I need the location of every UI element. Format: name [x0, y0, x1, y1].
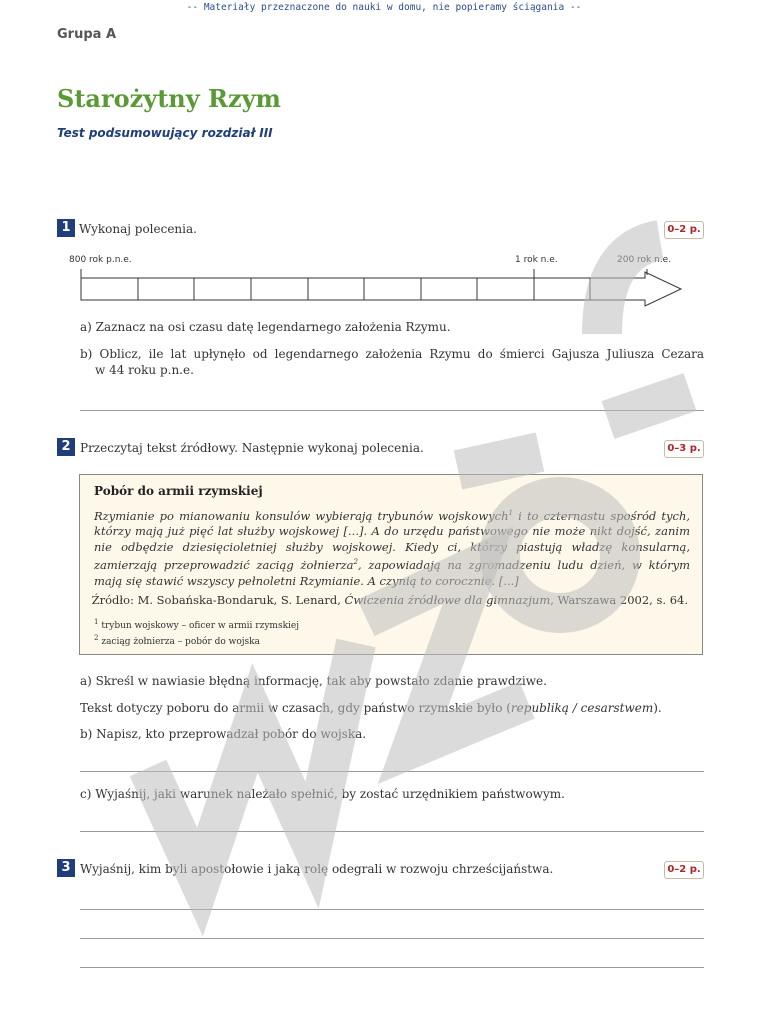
question-1a: a) Zaznacz na osi czasu datę legendarnego założenia Rzymu.: [80, 320, 451, 334]
answer-line[interactable]: [80, 771, 704, 772]
answer-line[interactable]: [80, 909, 704, 910]
answer-line[interactable]: [80, 410, 704, 411]
source-citation-suffix: , Warszawa 2002, s. 64.: [550, 593, 688, 607]
watermark-accent: [458, 452, 540, 470]
page-title: Starożytny Rzym: [57, 84, 281, 113]
footnote-1-text: trybun wojskowy – oficer w armii rzymskiej: [98, 621, 300, 631]
question-3-instruction: Wyjaśnij, kim byli apostołowie i jaką rolę odegrali w rozwoju chrześcijaństwa.: [80, 862, 554, 876]
footnote-2-text: zaciąg żołnierza – pobór do wojska: [98, 637, 260, 647]
source-quote-part3: , zapowiadają na zgromadzeniu ludu dzień, w którym mają się stawić wszyscy pełnoletni Rzymianie. A czynią to corocznie. [...]: [94, 558, 690, 588]
source-quote-part2: i to czternastu spośród tych, którzy mają już pięć lat służby wojskowej [...]. A do urzędu państwowego nie może nikt dojść, zanim nie odbędzie dziesięcioletniej służby wojskowej. Kiedy ci, którzy piastują władzę konsularną, zamierzają przeprowadzić zaciąg żołnierza: [94, 508, 691, 573]
question-1-number: 1: [57, 219, 75, 237]
question-2-number: 2: [57, 438, 75, 456]
question-2-points: 0–3 p.: [664, 440, 704, 458]
question-2b: b) Napisz, kto przeprowadzał pobór do wojska.: [80, 727, 367, 741]
top-banner: -- Materiały przeznaczone do nauki w domu, nie popieramy ściągania --: [186, 2, 582, 13]
footnote-mark-1: 1: [508, 509, 513, 517]
footnote-1: [94, 618, 299, 631]
question-2a-sentence: [80, 700, 662, 716]
question-1-points: 0–2 p.: [664, 221, 704, 239]
group-label: Grupa A: [57, 27, 117, 42]
source-quote-part1: Rzymianie po mianowaniu konsulów wybierają trybunów wojskowych: [94, 508, 509, 523]
timeline-arrow: [81, 272, 681, 306]
timeline-axis[interactable]: [74, 265, 689, 310]
footnote-1-mark: 1: [94, 618, 99, 626]
watermark-letter-r-stem: [608, 392, 690, 420]
question-1-instruction: Wykonaj polecenia.: [79, 222, 197, 236]
source-text-box: [79, 474, 703, 655]
question-3-points: 0–2 p.: [664, 861, 704, 879]
question-1b-continued: w 44 roku p.n.e.: [95, 363, 194, 377]
question-2a-sentence-prefix: Tekst dotyczy poboru do armii w czasach, gdy państwo rzymskie było (: [80, 701, 511, 715]
question-2a-sentence-suffix: ).: [653, 701, 662, 715]
source-quote: [94, 506, 690, 589]
answer-line[interactable]: [80, 831, 704, 832]
page-subtitle: Test podsumowujący rozdział III: [57, 126, 273, 140]
timeline-label-mid: 1 rok n.e.: [515, 255, 558, 265]
question-1b: b) Oblicz, ile lat upłynęło od legendarnego założenia Rzymu do śmierci Gajusza Juliusza Cezara: [80, 347, 704, 361]
timeline-label-end: 200 rok n.e.: [617, 255, 672, 265]
timeline-label-start: 800 rok p.n.e.: [69, 255, 132, 265]
footnote-2-mark: 2: [94, 634, 99, 642]
source-citation: [92, 593, 688, 607]
question-2c: c) Wyjaśnij, jaki warunek należało spełnić, by zostać urzędnikiem państwowym.: [80, 787, 565, 801]
question-2-instruction: Przeczytaj tekst źródłowy. Następnie wykonaj polecenia.: [80, 441, 424, 455]
footnote-mark-2: 2: [353, 558, 358, 567]
answer-line[interactable]: [80, 967, 704, 968]
question-2a: a) Skreśl w nawiasie błędną informację, tak aby powstało zdanie prawdziwe.: [80, 674, 547, 688]
answer-line[interactable]: [80, 938, 704, 939]
source-citation-title: Ćwiczenia źródłowe dla gimnazjum: [344, 593, 551, 607]
question-3-number: 3: [57, 859, 75, 877]
question-2a-options[interactable]: republiką / cesarstwem: [510, 701, 654, 715]
source-citation-prefix: Źródło: M. Sobańska-Bondaruk, S. Lenard,: [91, 593, 345, 607]
source-heading: Pobór do armii rzymskiej: [94, 484, 263, 498]
footnote-2: [94, 634, 260, 647]
